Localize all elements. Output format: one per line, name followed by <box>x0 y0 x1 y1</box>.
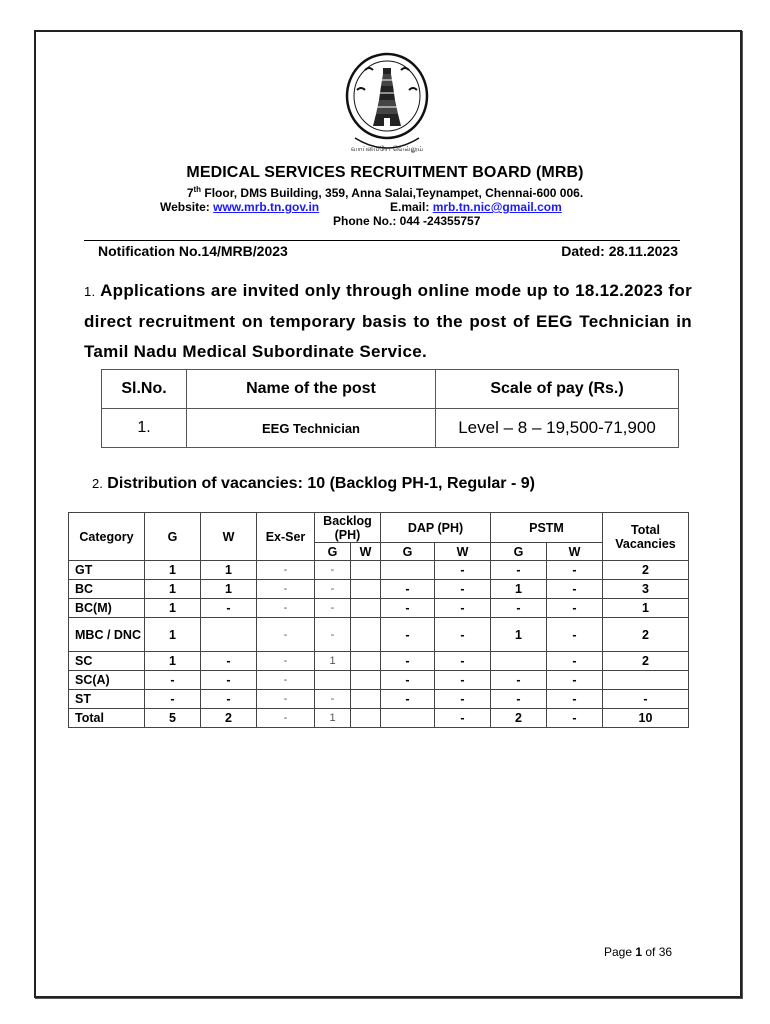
cell-w: 1 <box>201 561 257 580</box>
cell-ex: - <box>257 599 315 618</box>
header-pstm: PSTM <box>491 513 603 543</box>
header-exser: Ex-Ser <box>257 513 315 561</box>
category-cell: SC <box>69 652 145 671</box>
cell-g: 1 <box>145 618 201 652</box>
cell-dw: - <box>435 709 491 728</box>
cell-bw <box>351 671 381 690</box>
cell-dw: - <box>435 580 491 599</box>
cell-w: 2 <box>201 709 257 728</box>
website-line <box>160 200 319 214</box>
cell-w: - <box>201 671 257 690</box>
sub-header-w: W <box>435 543 491 561</box>
cell-dg: - <box>381 599 435 618</box>
header-category: Category <box>69 513 145 561</box>
post-pay: Level – 8 – 19,500-71,900 <box>436 409 679 448</box>
cell-ex: - <box>257 618 315 652</box>
notification-date: Dated: 28.11.2023 <box>561 243 678 259</box>
cell-ex: - <box>257 671 315 690</box>
emblem-motto: வாய்மையே வெல்லும் <box>350 145 424 153</box>
cell-bg: - <box>315 690 351 709</box>
cell-t: 2 <box>603 561 689 580</box>
post-slno: 1. <box>102 409 187 448</box>
table-row <box>69 561 689 580</box>
cell-pw: - <box>547 709 603 728</box>
header-backlog: Backlog (PH) <box>315 513 381 543</box>
sub-header-w: W <box>351 543 381 561</box>
cell-pg: 2 <box>491 709 547 728</box>
cell-bw <box>351 690 381 709</box>
page-number: Page 1 of 36 <box>604 945 673 959</box>
cell-bw <box>351 618 381 652</box>
paragraph-1-text: Applications are invited only through online mode up to 18.12.2023 for direct recruitment on temporary basis to the post of EEG Technician in Tamil Nadu Medical Subordinate Service. <box>84 281 692 361</box>
cell-g: 5 <box>145 709 201 728</box>
cell-bw <box>351 561 381 580</box>
cell-pw: - <box>547 618 603 652</box>
cell-t: 2 <box>603 652 689 671</box>
cell-ex: - <box>257 709 315 728</box>
cell-t: - <box>603 690 689 709</box>
website-label: Website: <box>160 200 210 214</box>
cell-pg: 1 <box>491 618 547 652</box>
cell-bw <box>351 599 381 618</box>
cell-bg: 1 <box>315 709 351 728</box>
cell-pg: - <box>491 690 547 709</box>
cell-pg: - <box>491 561 547 580</box>
cell-ex: - <box>257 652 315 671</box>
cell-dw: - <box>435 618 491 652</box>
cell-t: 3 <box>603 580 689 599</box>
cell-dg: - <box>381 652 435 671</box>
post-name: EEG Technician <box>187 409 436 448</box>
paragraph-2 <box>92 475 535 493</box>
category-cell: SC(A) <box>69 671 145 690</box>
cell-ex: - <box>257 690 315 709</box>
sub-header-g: G <box>315 543 351 561</box>
table-row <box>69 580 689 599</box>
cell-pg: - <box>491 671 547 690</box>
cell-dg: - <box>381 618 435 652</box>
cell-dg: - <box>381 671 435 690</box>
divider <box>84 240 680 241</box>
post-header-pay: Scale of pay (Rs.) <box>436 370 679 409</box>
cell-bg: - <box>315 618 351 652</box>
header-total: Total Vacancies <box>603 513 689 561</box>
category-cell: GT <box>69 561 145 580</box>
cell-pw: - <box>547 561 603 580</box>
category-cell: MBC / DNC <box>69 618 145 652</box>
cell-w: 1 <box>201 580 257 599</box>
post-header-name: Name of the post <box>187 370 436 409</box>
cell-pw: - <box>547 690 603 709</box>
cell-dg: - <box>381 690 435 709</box>
cell-bg: - <box>315 599 351 618</box>
table-row <box>69 709 689 728</box>
cell-bg: 1 <box>315 652 351 671</box>
cell-pw: - <box>547 599 603 618</box>
cell-w: - <box>201 690 257 709</box>
email-link[interactable]: mrb.tn.nic@gmail.com <box>432 200 562 214</box>
category-cell: ST <box>69 690 145 709</box>
vacancy-table <box>68 512 689 728</box>
paragraph-2-number: 2. <box>92 476 103 491</box>
email-label: E.mail: <box>390 200 430 214</box>
header-g: G <box>145 513 201 561</box>
table-row <box>69 599 689 618</box>
cell-pw: - <box>547 671 603 690</box>
cell-w: - <box>201 652 257 671</box>
cell-bw <box>351 652 381 671</box>
paragraph-1 <box>84 276 692 367</box>
category-cell: BC(M) <box>69 599 145 618</box>
table-row <box>69 652 689 671</box>
sub-header-g: G <box>491 543 547 561</box>
cell-t: 1 <box>603 599 689 618</box>
vacancy-rows <box>69 561 689 728</box>
email-line <box>390 200 562 214</box>
phone-number: Phone No.: 044 -24355757 <box>333 214 481 228</box>
cell-bw <box>351 580 381 599</box>
header-dap: DAP (PH) <box>381 513 491 543</box>
cell-dw: - <box>435 561 491 580</box>
cell-dw: - <box>435 690 491 709</box>
table-row <box>69 690 689 709</box>
cell-t <box>603 671 689 690</box>
cell-pg: 1 <box>491 580 547 599</box>
cell-pw: - <box>547 652 603 671</box>
cell-g: 1 <box>145 599 201 618</box>
cell-t: 2 <box>603 618 689 652</box>
sub-header-g: G <box>381 543 435 561</box>
post-header-slno: Sl.No. <box>102 370 187 409</box>
cell-dw: - <box>435 599 491 618</box>
cell-dw: - <box>435 652 491 671</box>
cell-g: - <box>145 671 201 690</box>
cell-pg: - <box>491 599 547 618</box>
table-row <box>69 618 689 652</box>
cell-bw <box>351 709 381 728</box>
cell-dg <box>381 709 435 728</box>
paragraph-1-number: 1. <box>84 284 96 299</box>
cell-ex: - <box>257 561 315 580</box>
cell-w <box>201 618 257 652</box>
cell-dg <box>381 561 435 580</box>
cell-t: 10 <box>603 709 689 728</box>
cell-pw: - <box>547 580 603 599</box>
cell-g: - <box>145 690 201 709</box>
board-title: MEDICAL SERVICES RECRUITMENT BOARD (MRB) <box>186 164 584 181</box>
address-line: 7th Floor, DMS Building, 359, Anna Salai,Teynampet, Chennai-600 006. <box>186 185 584 200</box>
sub-header-w: W <box>547 543 603 561</box>
category-cell: BC <box>69 580 145 599</box>
cell-bg: - <box>315 580 351 599</box>
cell-w: - <box>201 599 257 618</box>
post-table <box>101 369 679 448</box>
table-row <box>69 671 689 690</box>
cell-pg <box>491 652 547 671</box>
paragraph-2-text: Distribution of vacancies: 10 (Backlog PH-1, Regular - 9) <box>107 475 535 492</box>
cell-ex: - <box>257 580 315 599</box>
tamil-nadu-emblem <box>343 50 431 158</box>
cell-g: 1 <box>145 652 201 671</box>
notification-number: Notification No.14/MRB/2023 <box>98 243 288 259</box>
cell-bg: - <box>315 561 351 580</box>
cell-dg: - <box>381 580 435 599</box>
category-cell: Total <box>69 709 145 728</box>
cell-bg <box>315 671 351 690</box>
cell-g: 1 <box>145 561 201 580</box>
cell-g: 1 <box>145 580 201 599</box>
cell-dw: - <box>435 671 491 690</box>
header-w: W <box>201 513 257 561</box>
website-link[interactable]: www.mrb.tn.gov.in <box>213 200 320 214</box>
